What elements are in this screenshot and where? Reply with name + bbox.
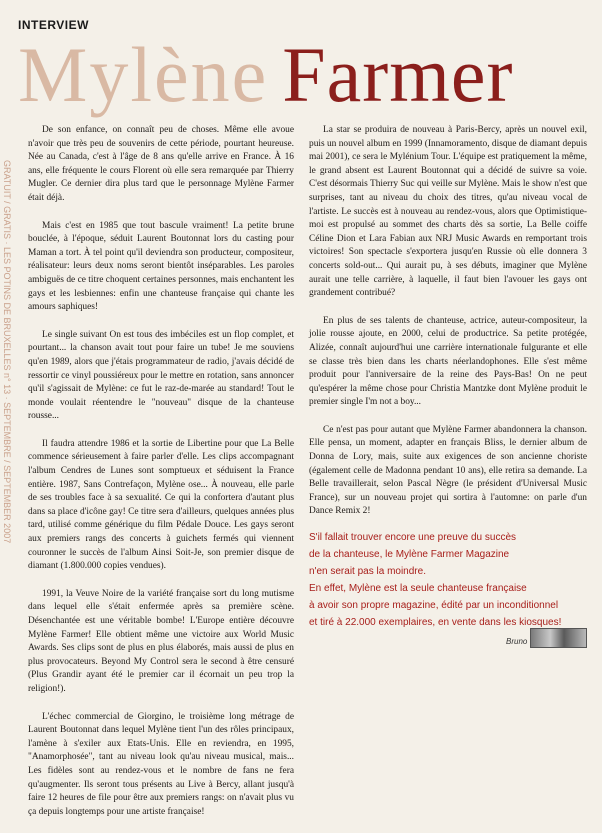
author-credit: Bruno [506, 637, 528, 646]
paragraph: En plus de ses talents de chanteuse, actrice, auteur-compositeur, la jolie rousse ajoute, en 2000, celui de productrice. Sa petite protégée, Alizée, connaît aujourd'hui une carrière internationale fulgurante et elle se classe très bien dans les charts néerlandophones. Elle s'est même produit pour l'anniversaire de la reine des Pays-Bas! On ne peut qu'espérer la même chose pour Christia Mantzke dont Mylène produit le premier single I'm not a boy... [309, 315, 587, 408]
callout-line: S'il fallait trouver encore une preuve du succès [309, 532, 517, 543]
article-title [18, 31, 598, 118]
paragraph: De son enfance, on connaît peu de choses. Même elle avoue n'avoir que très peu de souvenirs de cette période, pourtant heureuse. Née au Canada, c'est à l'âge de 8 ans qu'elle arrive en France. À 16 ans, elle fréquente le cours Florent où elle sera remarquée par Thierry Mugler. Ce dernier dira plus tard que le personnage Mylène Farmer était déjà. [28, 125, 294, 203]
spine-text: GRATUIT / GRATIS · LES POTINS DE BRUXELLES n° 13 · SEPTEMBRE / SEPTEMBER 2007 [2, 160, 12, 544]
spine-strip [0, 160, 14, 720]
title-last-name: Farmer [282, 31, 514, 118]
callout-line: n'en serait pas la moindre. [309, 566, 426, 577]
paragraph: Mais c'est en 1985 que tout bascule vraiment! La petite brune bouclée, à l'époque, séduit Laurent Boutonnat lors du casting pour Maman a tort. À tel point qu'il deviendra son producteur, compositeur, réalisateur: leurs deux noms seront bientôt inséparables. Les paroles ambiguës de ce titre choquent certaines personnes, mais enchantent les gays et les lesbiennes: enfin une chanteuse française qui chante les amours saphiques! [28, 220, 294, 313]
callout-box [309, 529, 587, 631]
paragraph: La star se produira de nouveau à Paris-Bercy, après un nouvel exil, puis un nouvel album en 1999 (Innamoramento, disque de diamant depuis mai 2001), ce sera le Mylénium Tour. L'équipe est pratiquement la même, le grand absent est Laurent Boutonnat qui a décidé de suivre sa voie. C'est désormais Thierry Suc qui veille sur Mylène. Mais le show n'est que surprises, tant au niveau du choix des titres, qu'au niveau vocal de l'artiste. Le succès est à nouveau au rendez-vous, alors que Optimistique-moi est propulsé au sommet des charts dès sa sortie, La Belle coiffe Céline Dion et Lara Fabian aux NRJ Music Awards en remportant trois victoires! Son spectacle s'exportera jusqu'en Russie où elle donnera 3 concerts sold-out... Qui aurait pu, à ses débuts, imaginer que Mylène aurait une telle carrière, à laquelle, il faut bien l'avouer les gays ont grandement contribué? [309, 125, 587, 299]
callout-line: de la chanteuse, le Mylène Farmer Magazine [309, 549, 510, 560]
right-column [309, 124, 587, 533]
paragraph: L'échec commercial de Giorgino, le troisième long métrage de Laurent Boutonnat dans lequel Mylène tient l'un des rôles principaux, l'amène à s'exiler aux Etats-Unis. Elle en reviendra, en 1995, "Anamorphosée", tant au niveau look qu'au niveau musical, mais... Les fidèles sont au rendez-vous et le nombre de fans ne fera qu'augmenter. Ils seront tous présents au Live à Bercy, allant jusqu'à faire 12 heures de file pour être aux premiers rangs: on n'avait plus vu ça depuis longtemps pour une artiste française! [28, 711, 294, 817]
callout-line: à avoir son propre magazine, édité par un inconditionnel [309, 600, 559, 611]
paragraph: Il faudra attendre 1986 et la sortie de Libertine pour que La Belle commence sérieusement à faire parler d'elle. Les clips accompagnant l'album Cendres de Lunes sont somptueux et séduisent la France entière. 1987, Sans Contrefaçon, Mylène ose... À nouveau, elle parle de ses troubles face à sa sexualité. Ce qui la confortera d'autant plus dans sa place d'icône gay! Ce titre sera d'ailleurs, quelques années plus tard, utilisé comme générique du film Pédale Douce. Les gays seront aux premiers rangs des concerts à guichets fermés qui viennent couronner le succès de l'album Ainsi Soit-Je, son premier disque de diamant (1.800.000 copies vendues). [28, 438, 294, 572]
callout-line: et tiré à 22.000 exemplaires, en vente dans les kiosques! [309, 617, 562, 628]
paragraph: 1991, la Veuve Noire de la variété française sort du long mutisme dans lequel elle s'était enfermée après sa première scène. Désenchantée est une véritable bombe! L'Europe entière découvre Mylène Farmer! Elle obtient même une victoire aux World Music Awards. Ses clips sont de plus en plus élaborés, mais aussi de plus en plus provocateurs. Beyond My Control sera le second à être censuré (Plus Grandir ayant été le premier car il écornait un peu trop la religion!). [28, 588, 294, 694]
paragraph: Ce n'est pas pour autant que Mylène Farmer abandonnera la chanson. Elle pensa, un moment, adapter en français Bliss, le dernier album de Donna de Lory, mais, suite aux exigences de son ancienne choriste (également celle de Madonna pendant 10 ans), elle retira sa demande. La Belle travaillerait, selon Pascal Nègre (le président d'Universal Music France), sur un nouveau projet qui sortira à l'automne: on parle d'un Dance Remix 2! [309, 424, 587, 517]
title-first-name: Mylène [18, 31, 269, 118]
author-photo [530, 628, 587, 648]
callout-line: En effet, Mylène est la seule chanteuse française [309, 583, 527, 594]
paragraph: Le single suivant On est tous des imbéciles est un flop complet, et pourtant... la chanson avait tout pour faire un tube! Je me souviens qu'en 1989, alors que j'étais programmateur de radio, j'avais décidé de ressortir ce vinyl poussiéreux pour le mettre en rotation, sans annoncer qu'il s'agissait de Mylène: ce fut le raz-de-marée au standard! Tout le monde voulait réentendre le "nouveau" disque de la chanteuse rousse... [28, 329, 294, 422]
left-column [28, 124, 294, 833]
section-rubric: INTERVIEW [18, 18, 89, 32]
